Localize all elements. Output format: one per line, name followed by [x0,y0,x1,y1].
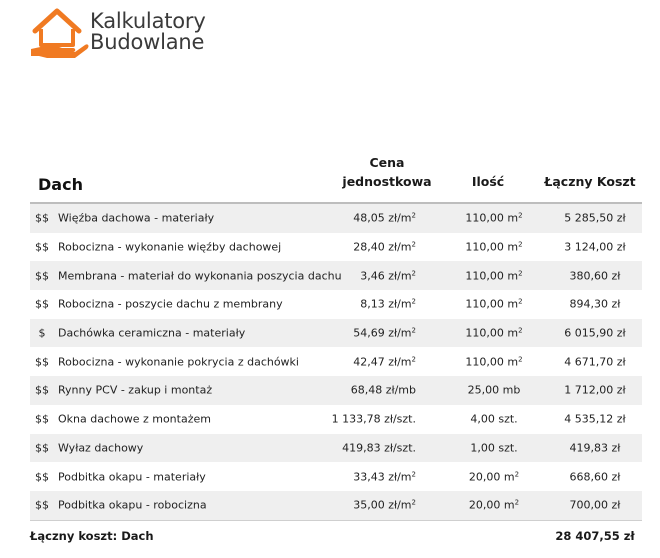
table-row [30,290,642,319]
quantity-text: 110,00 m [465,240,519,254]
unit-price-text: 28,40 zł/m [353,240,412,254]
quantity-text: 20,00 m [468,498,515,512]
unit-price [353,327,416,340]
table-header [30,150,642,202]
table-row [30,319,642,348]
cost-symbol-text: $$ [35,211,49,225]
cost-table [30,150,642,551]
quantity [446,298,542,311]
item-total [545,298,645,311]
item-name [58,241,281,254]
cost-symbol-text: $ [38,326,46,340]
cost-symbol [30,355,54,368]
item-total [545,269,645,282]
cost-symbol [30,212,54,225]
item-name-text: Podbitka okapu - robocizna [58,498,207,512]
cost-symbol [30,499,54,512]
table-row [30,261,642,290]
item-name [58,499,207,512]
item-total [545,441,645,454]
cost-symbol-text: $$ [35,441,49,455]
item-name [58,413,211,426]
quantity-unit-exponent: 2 [518,326,523,335]
item-name [58,441,143,454]
item-total-text: 3 124,00 zł [564,240,626,254]
unit-price-text: 3,46 zł/m [360,269,412,283]
item-name-text: Robocizna - wykonanie pokrycia z dachówki [58,355,299,369]
item-total-text: 380,60 zł [569,269,621,283]
item-total-text: 700,00 zł [569,498,621,512]
quantity [446,327,542,340]
table-row [30,204,642,233]
section-title: Dach [38,175,83,194]
unit-price [342,441,416,454]
quantity [446,212,542,225]
cost-symbol [30,269,54,282]
item-total [545,499,645,512]
unit-price [360,298,416,311]
table-footer [30,521,642,551]
unit-price-text: 33,43 zł/m [353,470,412,484]
unit-price [360,269,416,282]
table-row [30,347,642,376]
quantity-unit-exponent: 2 [518,269,523,278]
cost-symbol-text: $$ [35,355,49,369]
unit-price [353,470,416,483]
quantity [446,241,542,254]
cost-symbol-text: $$ [35,240,49,254]
column-header-price-line2: jednostkowa [342,174,432,189]
unit-price-text: 419,83 zł/szt. [342,441,416,455]
quantity [446,269,542,282]
table-body [30,204,642,520]
quantity [446,384,542,397]
quantity [446,355,542,368]
table-row [30,405,642,434]
item-total-text: 668,60 zł [569,470,621,484]
quantity-text: 110,00 m [465,211,519,225]
quantity-unit-exponent: 2 [514,498,520,507]
unit-price-unit-exponent: 2 [411,269,416,278]
item-total [545,241,645,254]
item-total [545,384,645,397]
column-header-price [332,153,442,191]
item-name-text: Wyłaz dachowy [58,441,144,455]
unit-price-unit-exponent: 2 [411,240,416,249]
unit-price-text: 42,47 zł/m [353,355,412,369]
quantity [446,413,542,426]
column-header-total: Łączny Koszt [544,174,636,189]
item-name-text: Membrana - materiał do wykonania poszycia dachu [58,269,342,283]
cost-symbol-text: $$ [35,470,49,484]
item-total [545,327,645,340]
quantity-text: 20,00 m [468,470,515,484]
cost-symbol-text: $$ [35,498,49,512]
item-name-text: Okna dachowe z montażem [58,412,211,426]
cost-symbol [30,327,54,340]
quantity-unit-exponent: 2 [518,211,523,220]
column-header-quantity: Ilość [471,174,505,189]
table-row [30,491,642,520]
unit-price [351,384,416,397]
cost-symbol [30,413,54,426]
unit-price [353,355,416,368]
item-name-text: Robocizna - wykonanie więźby dachowej [58,240,282,254]
unit-price-unit-exponent: 2 [411,470,416,479]
item-total-text: 5 285,50 zł [564,211,626,225]
unit-price-text: 1 133,78 zł/szt. [331,412,416,426]
unit-price-unit-exponent: 2 [411,498,416,507]
item-name [58,355,299,368]
footer-total: 28 407,55 zł [555,528,635,543]
item-name-text: Robocizna - poszycie dachu z membrany [58,297,283,311]
quantity-text: 4,00 szt. [470,412,518,426]
item-name [58,298,283,311]
quantity-unit-exponent: 2 [518,355,523,364]
item-name-text: Rynny PCV - zakup i montaż [58,383,213,397]
item-total-text: 4 671,70 zł [564,355,626,369]
unit-price-unit-exponent: 2 [411,326,416,335]
item-name [58,212,214,225]
unit-price-text: 48,05 zł/m [353,211,412,225]
quantity [446,499,542,512]
cost-symbol [30,298,54,311]
item-name [58,384,212,397]
item-name [58,269,342,282]
unit-price-unit-exponent: 2 [411,211,416,220]
item-total [545,212,645,225]
unit-price [353,499,416,512]
cost-symbol-text: $$ [35,383,49,397]
table-row [30,233,642,262]
item-name [58,470,206,483]
item-total-text: 6 015,90 zł [564,326,626,340]
quantity-unit-exponent: 2 [518,240,523,249]
quantity-text: 25,00 mb [467,383,521,397]
footer-label: Łączny koszt: Dach [30,528,154,543]
cost-symbol [30,441,54,454]
item-total-text: 894,30 zł [569,297,621,311]
unit-price [353,241,416,254]
quantity-text: 110,00 m [465,355,519,369]
quantity-text: 1,00 szt. [470,441,518,455]
unit-price-text: 35,00 zł/m [353,498,412,512]
item-total-text: 419,83 zł [569,441,621,455]
unit-price [332,413,416,426]
unit-price-unit-exponent: 2 [411,297,416,306]
item-total [545,413,645,426]
item-name-text: Dachówka ceramiczna - materiały [58,326,246,340]
cost-symbol [30,384,54,397]
item-total [545,470,645,483]
cost-symbol-text: $$ [35,412,49,426]
unit-price-text: 68,48 zł/mb [350,383,416,397]
quantity-text: 110,00 m [465,326,519,340]
brand-name-line1: Kalkulatory [90,9,206,33]
item-name-text: Podbitka okapu - materiały [58,470,206,484]
cost-symbol [30,470,54,483]
unit-price [353,212,416,225]
item-total [545,355,645,368]
table-row [30,434,642,463]
brand-logo[interactable] [29,5,229,65]
quantity-unit-exponent: 2 [518,297,523,306]
item-total-text: 1 712,00 zł [564,383,626,397]
brand-name-line2: Budowlane [90,30,205,54]
house-hand-icon [29,5,89,61]
quantity [446,470,542,483]
unit-price-unit-exponent: 2 [411,355,416,364]
table-row [30,462,642,491]
cost-symbol-text: $$ [35,297,49,311]
unit-price-text: 54,69 zł/m [353,326,412,340]
table-row [30,376,642,405]
cost-symbol [30,241,54,254]
unit-price-text: 8,13 zł/m [360,297,412,311]
item-name [58,327,245,340]
cost-symbol-text: $$ [35,269,49,283]
item-name-text: Więźba dachowa - materiały [58,211,215,225]
column-header-price-line1: Cena [369,155,405,170]
quantity [446,441,542,454]
quantity-text: 110,00 m [465,269,519,283]
item-total-text: 4 535,12 zł [564,412,626,426]
quantity-unit-exponent: 2 [514,470,520,479]
quantity-text: 110,00 m [465,297,519,311]
